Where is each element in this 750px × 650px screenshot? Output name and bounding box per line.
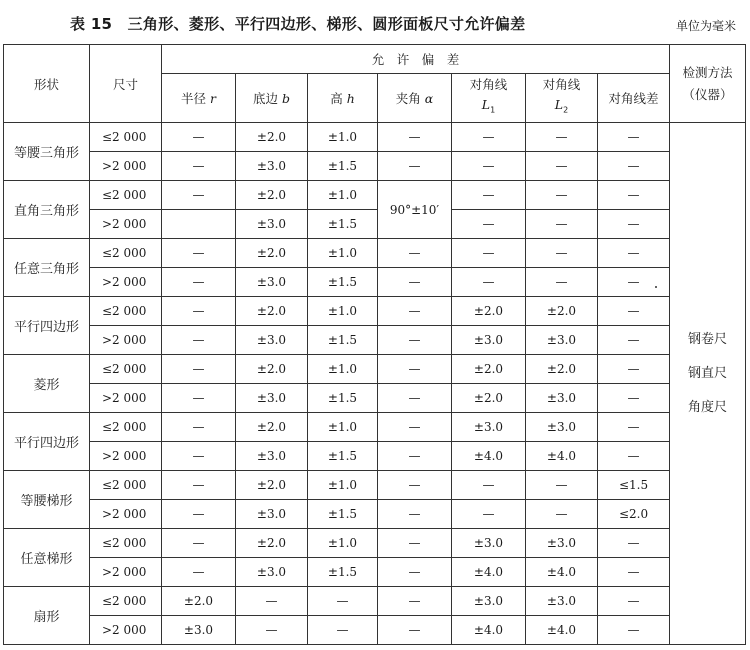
table-row [4,326,746,355]
angle-cell: — [378,152,452,181]
table-row [4,123,746,152]
angle-cell: — [378,442,452,471]
table-row [4,384,746,413]
diagonal-l1-cell: — [452,181,526,210]
base-cell: ±3.0 [236,326,308,355]
angle-cell: — [378,384,452,413]
diagonal-l1-cell: ±3.0 [452,326,526,355]
diagonal-diff-cell: — [598,355,670,384]
height-cell: ±1.5 [308,558,378,587]
base-cell: ±3.0 [236,558,308,587]
base-cell: ±3.0 [236,152,308,181]
header-diagonal-l1: 对角线 $L_1$ [452,74,526,123]
base-cell: ±3.0 [236,500,308,529]
radius-cell: — [162,529,236,558]
angle-cell: — [378,355,452,384]
height-cell: ±1.0 [308,181,378,210]
shape-cell: 任意梯形 [4,529,90,587]
height-cell: ±1.0 [308,239,378,268]
radius-cell: — [162,152,236,181]
diagonal-l2-cell: — [526,471,598,500]
angle-cell: 90°±10′ [378,181,452,239]
angle-cell: — [378,616,452,645]
table-row [4,442,746,471]
header-diagonal-l2: 对角线 $L_2$ [526,74,598,123]
header-shape: 形状 [4,45,90,123]
diagonal-diff-cell: — [598,210,670,239]
table-row [4,297,746,326]
table-row [4,529,746,558]
height-cell: ±1.5 [308,326,378,355]
angle-cell: — [378,123,452,152]
size-cell: >2 000 [90,500,162,529]
tolerance-table [3,44,746,645]
table-row [4,413,746,442]
base-cell: ±2.0 [236,239,308,268]
size-cell: >2 000 [90,326,162,355]
shape-cell: 平行四边形 [4,413,90,471]
diagonal-diff-cell: — [598,123,670,152]
size-cell: ≤2 000 [90,587,162,616]
diagonal-l1-cell: ±3.0 [452,413,526,442]
diagonal-l2-cell: — [526,152,598,181]
diagonal-diff-cell: — [598,558,670,587]
angle-cell: — [378,239,452,268]
shape-cell: 任意三角形 [4,239,90,297]
radius-cell: — [162,442,236,471]
angle-cell: — [378,413,452,442]
base-cell: ±3.0 [236,442,308,471]
table-row [4,471,746,500]
diagonal-l2-cell: ±3.0 [526,384,598,413]
height-cell: ±1.0 [308,297,378,326]
base-cell: ±2.0 [236,413,308,442]
method-tool: 钢卷尺 [688,332,728,347]
diagonal-l2-cell: ±3.0 [526,326,598,355]
radius-cell: — [162,355,236,384]
angle-cell: — [378,471,452,500]
diagonal-l1-cell: — [452,471,526,500]
height-cell: — [308,616,378,645]
radius-cell: — [162,558,236,587]
size-cell: >2 000 [90,558,162,587]
shape-cell: 菱形 [4,355,90,413]
diagonal-l1-cell: ±4.0 [452,442,526,471]
base-cell: ±3.0 [236,210,308,239]
height-cell: ±1.5 [308,210,378,239]
angle-cell: — [378,558,452,587]
height-cell: ±1.5 [308,500,378,529]
method-tool: 钢直尺 [688,366,728,381]
table-title: 表 15 三角形、菱形、平行四边形、梯形、圆形面板尺寸允许偏差 [70,15,526,33]
radius-cell: — [162,239,236,268]
diagonal-l1-cell: — [452,500,526,529]
diagonal-l2-cell: ±4.0 [526,442,598,471]
base-cell: ±2.0 [236,181,308,210]
header-height: 高 h [308,74,378,123]
diagonal-l2-cell: ±4.0 [526,616,598,645]
header-size: 尺寸 [90,45,162,123]
height-cell: ±1.5 [308,152,378,181]
base-cell: ±2.0 [236,529,308,558]
header-diagonal-diff: 对角线差 [598,74,670,123]
method-cell [670,123,746,645]
diagonal-l1-cell: — [452,123,526,152]
diagonal-l2-cell: — [526,210,598,239]
size-cell: ≤2 000 [90,239,162,268]
diagonal-l1-cell: ±4.0 [452,616,526,645]
radius-cell: — [162,471,236,500]
shape-cell: 扇形 [4,587,90,645]
table-row [4,355,746,384]
size-cell: >2 000 [90,442,162,471]
height-cell: ±1.5 [308,268,378,297]
base-cell: ±3.0 [236,384,308,413]
diagonal-l1-cell: ±3.0 [452,529,526,558]
base-cell: — [236,587,308,616]
diagonal-l1-cell: — [452,152,526,181]
radius-cell [162,210,236,239]
height-cell: ±1.0 [308,529,378,558]
radius-cell: ±3.0 [162,616,236,645]
header-method-line1: 检测方法 [682,64,733,80]
angle-cell: — [378,587,452,616]
header-radius: 半径 r [162,74,236,123]
diagonal-diff-cell: — [598,442,670,471]
diagonal-l2-cell: — [526,239,598,268]
header-tolerance: 允 许 偏 差 [162,45,670,74]
base-cell: ±3.0 [236,268,308,297]
radius-cell: — [162,268,236,297]
size-cell: >2 000 [90,152,162,181]
diagonal-diff-cell: — [598,587,670,616]
table-row [4,181,746,210]
diagonal-l1-cell: ±2.0 [452,297,526,326]
diagonal-diff-cell: — [598,268,670,297]
size-cell: >2 000 [90,616,162,645]
table-row [4,500,746,529]
table-row [4,268,746,297]
height-cell: ±1.0 [308,413,378,442]
height-cell: ±1.0 [308,355,378,384]
diagonal-l2-cell: ±4.0 [526,558,598,587]
diagonal-l2-cell: — [526,181,598,210]
diagonal-l1-cell: — [452,268,526,297]
table-body [4,123,746,645]
size-cell: ≤2 000 [90,181,162,210]
base-cell: ±2.0 [236,471,308,500]
size-cell: ≤2 000 [90,355,162,384]
radius-cell: — [162,384,236,413]
diagonal-l2-cell: ±2.0 [526,355,598,384]
header-method-line2: （仪器） [682,86,733,102]
title-row [0,0,750,44]
radius-cell: — [162,413,236,442]
diagonal-l2-cell: ±2.0 [526,297,598,326]
table-row [4,616,746,645]
diagonal-l2-cell: — [526,123,598,152]
diagonal-diff-cell: — [598,326,670,355]
base-cell: — [236,616,308,645]
diagonal-diff-cell: — [598,239,670,268]
angle-cell: — [378,529,452,558]
size-cell: ≤2 000 [90,297,162,326]
header-method [670,45,746,123]
radius-cell: — [162,500,236,529]
base-cell: ±2.0 [236,297,308,326]
diagonal-diff-cell: — [598,181,670,210]
diagonal-l1-cell: — [452,210,526,239]
height-cell: ±1.0 [308,123,378,152]
size-cell: >2 000 [90,210,162,239]
table-row [4,558,746,587]
radius-cell: — [162,297,236,326]
diagonal-l1-cell: — [452,239,526,268]
height-cell: ±1.0 [308,471,378,500]
speck [655,286,657,288]
radius-cell: ±2.0 [162,587,236,616]
base-cell: ±2.0 [236,123,308,152]
diagonal-l1-cell: ±2.0 [452,384,526,413]
diagonal-l2-cell: — [526,500,598,529]
diagonal-l2-cell: ±3.0 [526,529,598,558]
base-cell: ±2.0 [236,355,308,384]
table-row [4,239,746,268]
diagonal-diff-cell: ≤2.0 [598,500,670,529]
diagonal-diff-cell: — [598,616,670,645]
diagonal-diff-cell: — [598,384,670,413]
angle-cell: — [378,297,452,326]
unit-note: 单位为毫米 [675,19,736,33]
angle-cell: — [378,268,452,297]
method-tool: 角度尺 [688,400,728,415]
diagonal-diff-cell: — [598,529,670,558]
diagonal-diff-cell: — [598,413,670,442]
diagonal-l1-cell: ±4.0 [452,558,526,587]
header-base: 底边 b [236,74,308,123]
angle-cell: — [378,500,452,529]
size-cell: >2 000 [90,384,162,413]
height-cell: — [308,587,378,616]
shape-cell: 平行四边形 [4,297,90,355]
diagonal-l2-cell: ±3.0 [526,587,598,616]
radius-cell: — [162,181,236,210]
angle-cell: — [378,326,452,355]
size-cell: ≤2 000 [90,123,162,152]
table-row [4,587,746,616]
size-cell: ≤2 000 [90,471,162,500]
header-angle: 夹角 α [378,74,452,123]
diagonal-diff-cell: ≤1.5 [598,471,670,500]
table-row [4,152,746,181]
diagonal-diff-cell: — [598,152,670,181]
diagonal-l2-cell: ±3.0 [526,413,598,442]
height-cell: ±1.5 [308,384,378,413]
radius-cell: — [162,326,236,355]
diagonal-diff-cell: — [598,297,670,326]
diagonal-l1-cell: ±3.0 [452,587,526,616]
shape-cell: 等腰三角形 [4,123,90,181]
shape-cell: 直角三角形 [4,181,90,239]
radius-cell: — [162,123,236,152]
size-cell: >2 000 [90,268,162,297]
size-cell: ≤2 000 [90,413,162,442]
diagonal-l1-cell: ±2.0 [452,355,526,384]
shape-cell: 等腰梯形 [4,471,90,529]
size-cell: ≤2 000 [90,529,162,558]
height-cell: ±1.5 [308,442,378,471]
table-row [4,210,746,239]
diagonal-l2-cell: — [526,268,598,297]
